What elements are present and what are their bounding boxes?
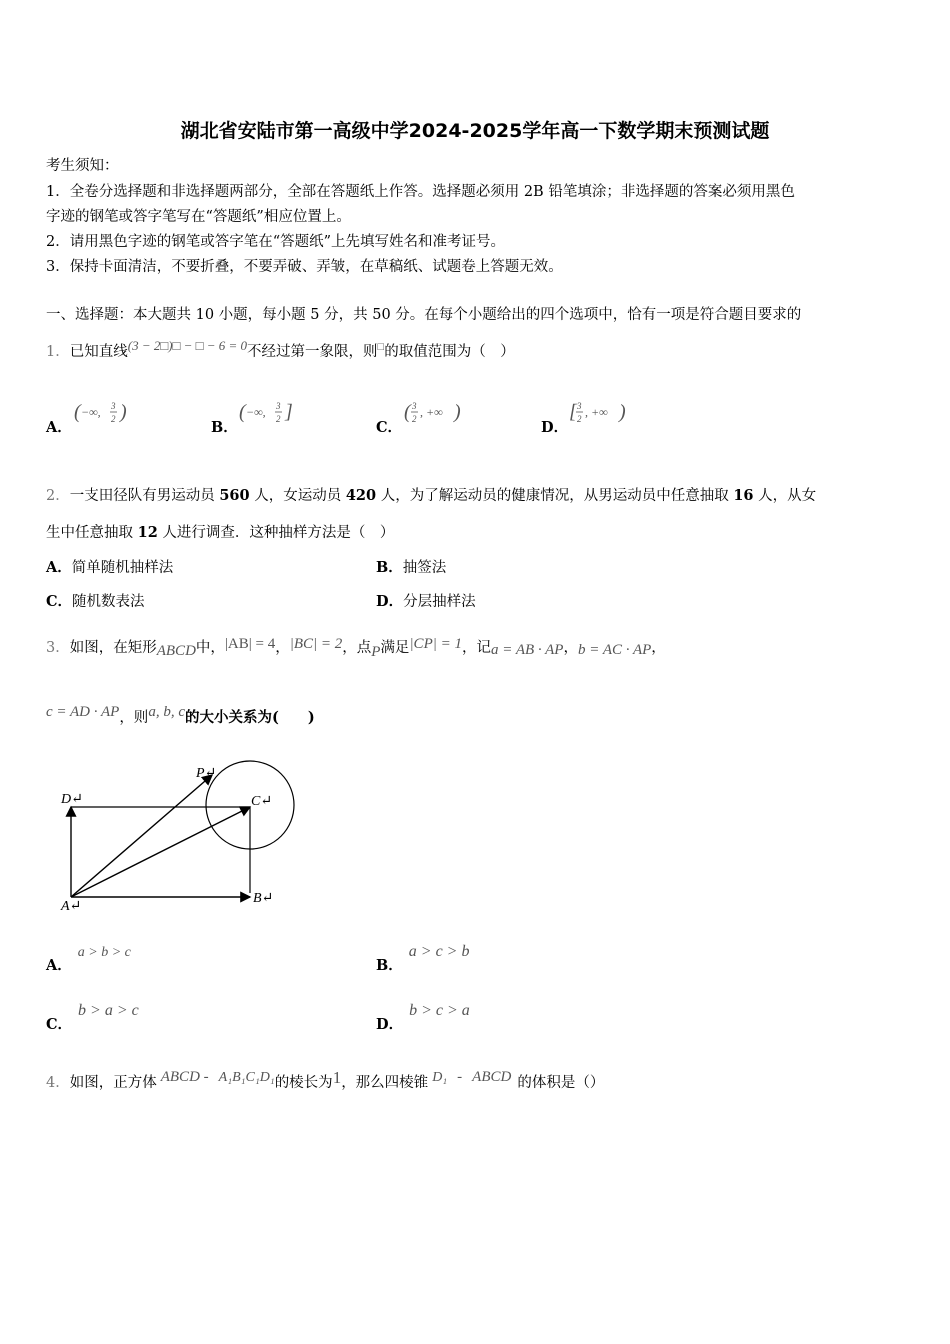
option-label: A． bbox=[46, 957, 72, 974]
label-a: A↵ bbox=[61, 899, 82, 914]
svg-text:2: 2 bbox=[412, 414, 417, 424]
option-text: 随机数表法 bbox=[72, 594, 145, 610]
option-math: a > c > b bbox=[408, 943, 470, 960]
option-label: C． bbox=[46, 593, 73, 610]
q1-text-post: 的取值范围为（ ） bbox=[384, 344, 515, 360]
q3-option-b[interactable] bbox=[376, 940, 470, 974]
interval-open-closed bbox=[239, 396, 299, 432]
q2-text: 人，为了解运动员的健康情况，从男运动员中任意抽取 bbox=[376, 488, 734, 504]
q2-option-c[interactable] bbox=[46, 590, 145, 611]
svg-text:2: 2 bbox=[111, 414, 116, 424]
svg-text:3: 3 bbox=[412, 401, 417, 411]
option-text: 分层抽样法 bbox=[403, 594, 476, 610]
option-text: 简单随机抽样法 bbox=[71, 560, 174, 576]
q3-option-a[interactable] bbox=[46, 940, 131, 974]
svg-text:): ) bbox=[454, 401, 461, 423]
question-1-stem bbox=[46, 340, 515, 361]
q2-number: 420 bbox=[345, 487, 377, 504]
svg-text:3: 3 bbox=[577, 401, 582, 411]
q4-text: 如图，正方体 bbox=[69, 1075, 157, 1091]
q3-math: P bbox=[371, 644, 381, 660]
line-equation: (3 − 2□)□ − □ − 6 = 0 bbox=[127, 338, 248, 353]
option-math: a > b > c bbox=[77, 945, 131, 960]
question-number: 2． bbox=[46, 488, 70, 504]
svg-text:): ) bbox=[619, 401, 626, 423]
question-2-line-2 bbox=[46, 521, 394, 542]
q2-text: 生中任意抽取 bbox=[46, 525, 138, 541]
notice-line-1b: 字迹的钢笔或答字笔写在“答题纸”相应位置上。 bbox=[46, 209, 351, 225]
label-p: P↵ bbox=[196, 766, 217, 781]
option-text: 抽签法 bbox=[402, 560, 447, 576]
notice-line-1a: 1．全卷分选择题和非选择题两部分，全部在答题纸上作答。选择题必须用 2B 铅笔填涂；非选择题的答案必须用黑色 bbox=[46, 184, 795, 200]
q3-text: ，记 bbox=[461, 640, 491, 656]
q4-text: ，那么四棱锥 bbox=[341, 1075, 429, 1091]
notice-heading: 考生须知： bbox=[46, 158, 119, 174]
option-label: B． bbox=[376, 957, 403, 974]
q4-text: 的体积是（） bbox=[517, 1075, 605, 1091]
option-label: A． bbox=[46, 419, 72, 436]
q2-text: 人，从女 bbox=[753, 488, 817, 504]
q3-math: a, b, c bbox=[148, 704, 185, 720]
q3-option-c[interactable] bbox=[46, 999, 139, 1033]
option-label: C． bbox=[376, 419, 403, 436]
option-label: D． bbox=[376, 593, 404, 610]
q1-text-mid: 不经过第一象限，则 bbox=[247, 344, 378, 360]
q3-math: ABCD bbox=[156, 643, 196, 659]
q3-text: ， bbox=[651, 640, 666, 656]
q3-math: a = AB · AP bbox=[490, 642, 564, 658]
q1-text-pre: 已知直线 bbox=[69, 344, 128, 360]
question-number: 1． bbox=[46, 344, 70, 360]
q3-text: 满足 bbox=[380, 640, 410, 656]
option-label: D． bbox=[541, 419, 569, 436]
q4-text: 的棱长为 bbox=[274, 1075, 333, 1091]
svg-text:3: 3 bbox=[111, 401, 116, 411]
q3-math: c = AD · AP bbox=[46, 704, 120, 720]
q3-text: ， bbox=[275, 640, 290, 656]
q4-math: ABCD - bbox=[160, 1069, 209, 1085]
vector-ac bbox=[71, 807, 250, 897]
q1-option-c[interactable] bbox=[376, 394, 461, 436]
question-4-stem bbox=[46, 1068, 605, 1092]
option-math: b > a > c bbox=[78, 1002, 139, 1019]
svg-text:): ) bbox=[120, 401, 127, 423]
svg-text:3: 3 bbox=[276, 401, 281, 411]
q2-option-d[interactable] bbox=[376, 590, 476, 611]
q1-option-b[interactable] bbox=[211, 394, 293, 436]
q3-math: b = AC · AP bbox=[577, 642, 652, 658]
label-d: D↵ bbox=[61, 792, 83, 807]
svg-text:2: 2 bbox=[577, 414, 582, 424]
option-label: B． bbox=[376, 559, 403, 576]
q2-text: 人进行调查．这种抽样方法是（ ） bbox=[157, 525, 395, 541]
notice-line-3: 3．保持卡面清洁，不要折叠，不要弄破、弄皱，在草稿纸、试题卷上答题无效。 bbox=[46, 259, 563, 275]
q3-math: |AB| = 4 bbox=[224, 636, 276, 652]
q2-text: 人，女运动员 bbox=[249, 488, 346, 504]
question-3-line-2 bbox=[46, 706, 315, 727]
q3-text: 的大小关系为( ) bbox=[184, 709, 315, 726]
svg-text:2: 2 bbox=[276, 414, 281, 424]
svg-text:]: ] bbox=[285, 401, 293, 423]
q2-option-a[interactable] bbox=[46, 556, 173, 577]
q3-text: ， bbox=[563, 640, 578, 656]
option-label: C． bbox=[46, 1016, 73, 1033]
svg-text:, +∞: , +∞ bbox=[420, 405, 443, 419]
q3-math: |CP| = 1 bbox=[409, 636, 462, 652]
q2-option-b[interactable] bbox=[376, 556, 446, 577]
question-number: 3． bbox=[46, 640, 70, 656]
q4-math: 1 bbox=[332, 1068, 342, 1087]
svg-text:−∞,: −∞, bbox=[81, 405, 101, 419]
svg-text:(: ( bbox=[404, 401, 411, 423]
svg-text:[: [ bbox=[569, 401, 577, 423]
option-label: D． bbox=[376, 1016, 404, 1033]
rectangle-circle-figure bbox=[55, 755, 305, 915]
option-label: A． bbox=[46, 559, 72, 576]
q4-math: - bbox=[457, 1069, 463, 1085]
q1-option-d[interactable] bbox=[541, 394, 626, 436]
q3-text: 中， bbox=[195, 640, 225, 656]
q2-number: 560 bbox=[219, 487, 250, 504]
q1-option-a[interactable] bbox=[46, 394, 127, 436]
q3-math: |BC| = 2 bbox=[289, 636, 343, 652]
q4-math: A₁B₁C₁D₁ bbox=[218, 1070, 275, 1085]
q2-number: 12 bbox=[137, 524, 158, 541]
interval-open-open bbox=[74, 396, 134, 432]
interval-closed-infinity bbox=[569, 396, 633, 432]
notice-line-2: 2．请用黑色字迹的钢笔或答字笔在“答题纸”上先填写姓名和准考证号。 bbox=[46, 234, 506, 250]
svg-text:(: ( bbox=[239, 401, 246, 423]
question-2-line-1 bbox=[46, 484, 816, 505]
q3-text: 如图，在矩形 bbox=[69, 640, 157, 656]
q2-number: 16 bbox=[733, 487, 754, 504]
svg-text:(: ( bbox=[74, 401, 81, 423]
option-math: b > c > a bbox=[409, 1002, 470, 1019]
label-b: B↵ bbox=[253, 891, 274, 906]
svg-text:−∞,: −∞, bbox=[246, 405, 266, 419]
variable-placeholder: □ bbox=[377, 341, 385, 353]
q3-option-d[interactable] bbox=[376, 999, 470, 1033]
q3-text: ，则 bbox=[119, 710, 149, 726]
svg-text:, +∞: , +∞ bbox=[585, 405, 608, 419]
page-title: 湖北省安陆市第一高级中学2024-2025学年高一下数学期末预测试题 bbox=[180, 120, 770, 142]
interval-open-infinity bbox=[404, 396, 468, 432]
q4-math: ABCD bbox=[472, 1069, 512, 1085]
q4-math: D₁ bbox=[432, 1070, 448, 1085]
q2-text: 一支田径队有男运动员 bbox=[69, 488, 220, 504]
label-c: C↵ bbox=[251, 794, 273, 809]
question-3-line-1 bbox=[46, 636, 666, 660]
question-number: 4． bbox=[46, 1075, 70, 1091]
section-heading: 一、选择题：本大题共 10 小题，每小题 5 分，共 50 分。在每个小题给出的四个选项中，恰有一项是符合题目要求的 bbox=[46, 307, 802, 323]
q3-text: ，点 bbox=[342, 640, 372, 656]
option-label: B． bbox=[211, 419, 238, 436]
